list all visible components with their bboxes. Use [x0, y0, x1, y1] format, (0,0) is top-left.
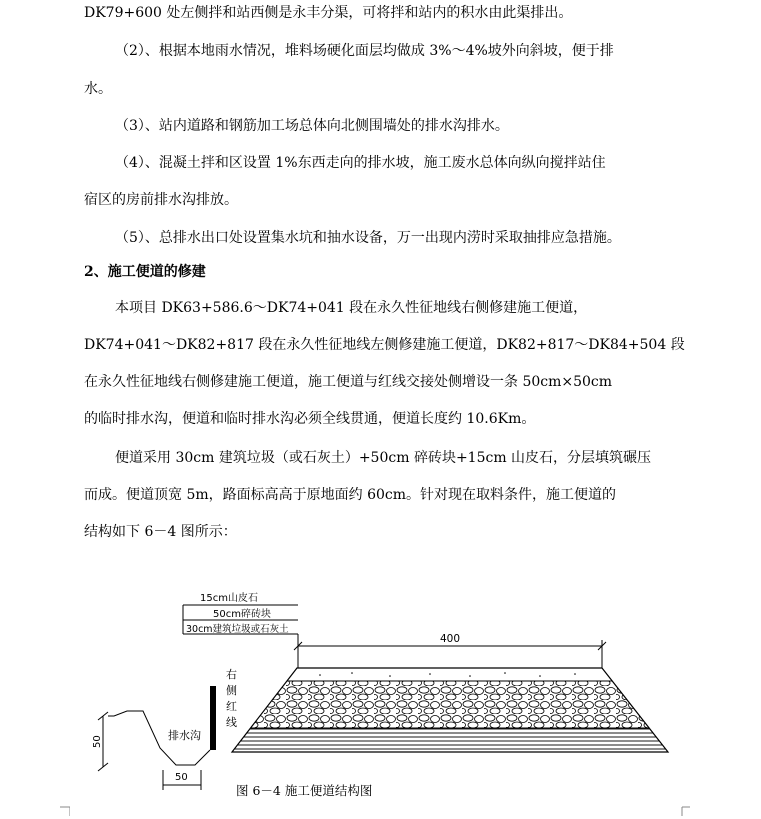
drainage-ditch [92, 711, 210, 790]
paragraph-line: 宿区的房前排水沟排放。 [84, 192, 238, 208]
road-cross-section [230, 668, 670, 752]
layer-label-top: 15cm山皮石 [200, 593, 258, 604]
layer-label-bottom: 30cm建筑垃圾或石灰土 [186, 624, 289, 635]
figure-caption: 图 6－4 施工便道结构图 [236, 783, 373, 798]
crop-mark-right [680, 806, 690, 816]
crop-mark-left [60, 806, 70, 816]
paragraph-line: （4）、混凝土拌和区设置 1%东西走向的排水坡，施工废水总体向纵向搅拌站住 [115, 155, 606, 171]
top-width-label: 400 [440, 633, 461, 645]
paragraph-line: 便道采用 30cm 建筑垃圾（或石灰土）+50cm 碎砖块+15cm 山皮石，分层填筑碾压 [115, 450, 652, 466]
paragraph-line: （3）、站内道路和钢筋加工场总体向北侧围墙处的排水沟排水。 [115, 118, 509, 134]
ditch-depth-label: 50 [92, 735, 103, 748]
paragraph-line: 而成。便道顶宽 5m，路面标高高于原地面约 60cm。针对现在取料条件，施工便道的 [84, 487, 617, 503]
red-line-label: 右 侧 红 线 [226, 668, 237, 729]
red-line-marker [210, 668, 241, 750]
paragraph-line: （2）、根据本地雨水情况，堆料场硬化面层均做成 3%～4%坡外向斜坡，便于排 [115, 43, 614, 59]
ditch-label: 排水沟 [168, 729, 201, 742]
paragraph-line: DK74+041～DK82+817 段在永久性征地线左侧修建施工便道，DK82+817～DK84+504 段 [84, 337, 685, 353]
layer-label-stack [183, 591, 298, 668]
top-width-dimension [294, 633, 606, 668]
paragraph-line: 在永久性征地线右侧修建施工便道，施工便道与红线交接处侧增设一条 50cm×50cm [84, 374, 613, 390]
paragraph-line: 本项目 DK63+586.6～DK74+041 段在永久性征地线右侧修建施工便道， [115, 300, 588, 316]
paragraph-line: 水。 [84, 81, 112, 97]
paragraph-line: （5）、总排水出口处设置集水坑和抽水设备，万一出现内涝时采取抽排应急措施。 [115, 230, 621, 246]
paragraph-line: 的临时排水沟，便道和临时排水沟必须全线贯通，便道长度约 10.6Km。 [84, 411, 536, 427]
paragraph-line: 结构如下 6－4 图所示： [84, 524, 237, 540]
paragraph-line: DK79+600 处左侧拌和站西侧是永丰分渠，可将拌和站内的积水由此渠排出。 [84, 5, 573, 21]
layer-label-middle: 50cm碎砖块 [213, 609, 271, 620]
section-heading: 2、施工便道的修建 [84, 264, 206, 280]
ditch-width-label: 50 [175, 772, 188, 783]
